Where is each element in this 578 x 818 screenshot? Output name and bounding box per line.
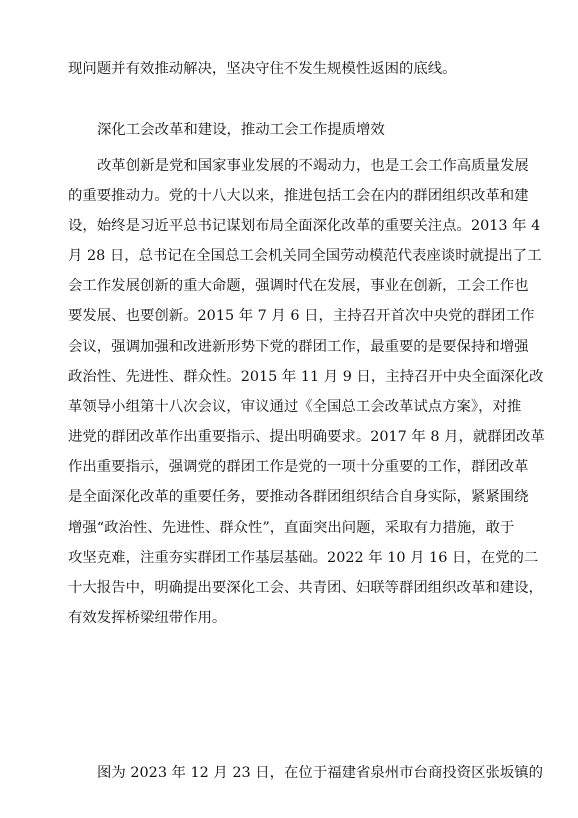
top-text-line: 现问题并有效推动解决，坚决守住不发生规模性返困的底线。 — [68, 61, 457, 77]
paragraph-line-7: 会议，强调加强和改进新形势下党的群团工作，最重要的是要保持和增强 — [68, 339, 529, 355]
section-heading: 深化工会改革和建设，推动工会工作提质增效 — [97, 122, 385, 138]
paragraph-line-16: 有效发挥桥梁纽带作用。 — [68, 610, 227, 626]
paragraph-line-11: 作出重要指示，强调党的群团工作是党的一项十分重要的工作，群团改革 — [68, 459, 529, 475]
paragraph-line-14: 攻坚克难，注重夯实群团工作基层基础。2022 年 10 月 16 日，在党的二 — [68, 550, 539, 566]
bottom-text-line: 图为 2023 年 12 月 23 日，在位于福建省泉州市台商投资区张坂镇的 — [97, 765, 544, 781]
paragraph-line-3: 设，始终是习近平总书记谋划布局全面深化改革的重要关注点。2013 年 4 — [68, 218, 541, 234]
paragraph-line-5: 会工作发展创新的重大命题，强调时代在发展，事业在创新，工会工作也 — [68, 278, 529, 294]
paragraph-line-15: 十大报告中，明确提出要深化工会、共青团、妇联等群团组织改革和建设， — [68, 580, 543, 596]
paragraph-line-2: 的重要推动力。党的十八大以来，推进包括工会在内的群团组织改革和建 — [68, 188, 529, 204]
paragraph-line-4: 月 28 日，总书记在全国总工会机关同全国劳动模范代表座谈时就提出了工 — [68, 248, 542, 264]
paragraph-line-8: 政治性、先进性、群众性。2015 年 11 月 9 日，主持召开中央全面深化改 — [68, 369, 544, 385]
paragraph-line-13: 增强“政治性、先进性、群众性”，直面突出问题，采取有力措施，敢于 — [68, 520, 515, 536]
paragraph-line-12: 是全面深化改革的重要任务，要推动各群团组织结合自身实际，紧紧围绕 — [68, 489, 529, 505]
paragraph-line-10: 进党的群团改革作出重要指示、提出明确要求。2017 年 8 月，就群团改革 — [68, 429, 545, 445]
paragraph-line-1: 改革创新是党和国家事业发展的不竭动力，也是工会工作高质量发展 — [97, 158, 529, 174]
paragraph-line-9: 革领导小组第十八次会议，审议通过《全国总工会改革试点方案》，对推 — [68, 399, 522, 415]
paragraph-line-6: 要发展、也要创新。2015 年 7 月 6 日，主持召开首次中央党的群团工作 — [68, 308, 535, 324]
